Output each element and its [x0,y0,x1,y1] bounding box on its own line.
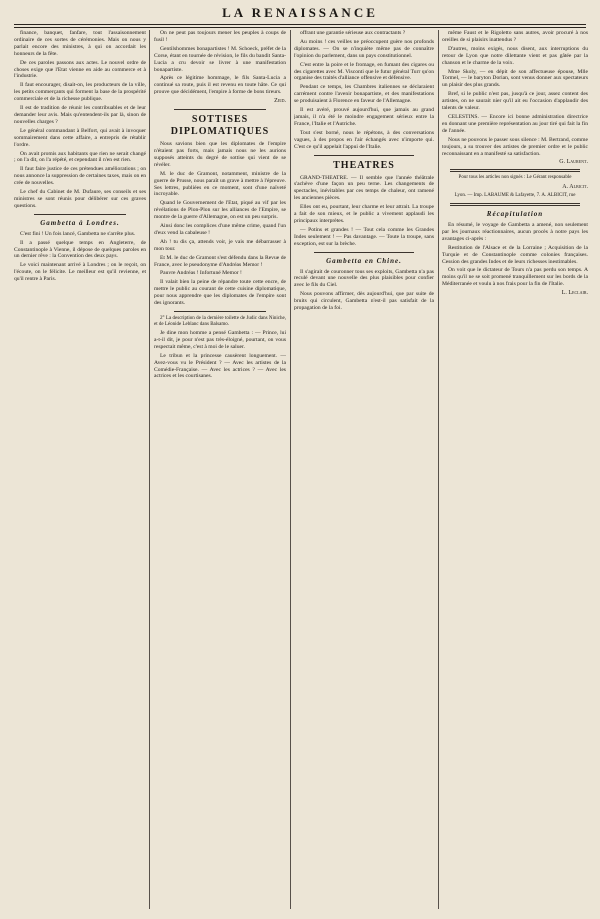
column-2 [154,30,286,911]
section-separator [314,155,414,156]
header-rule [14,24,586,28]
section-heading: Récapitulation [486,210,544,219]
paragraph: Il est de tradition de réunir les contribuables et de leur demander leur avis. Mais qu'entendent-ils par là, sinon de nouvelles charges ? [14,105,146,125]
paragraph: Le chef du Cabinet de M. Dufaure, ses conseils et ses ministres se sont réunis pour délibérer sur ces graves questions. [14,189,146,209]
signature: G. Laurent. [559,159,588,166]
section-heading: SOTTISES DIPLOMATIQUES [170,114,270,138]
section-separator [34,214,126,215]
paragraph: Il faut encourager, disait-on, les producteurs de la ville, les petits commerçants qui forment la base de la prospérité commerciale et de la richesse publique. [14,82,146,103]
paragraph: On voit que le dictateur de Tours n'a pas perdu son temps. A moins qu'il ne se soit promené tranquillement sur les bords de la Méditerranée et voulu à nos frais pour la fin de l'Italie. [442,267,588,288]
paragraph: M. le duc de Gramont, notamment, ministre de la guerre de Prusse, nous paraît un grave à mettre à l'épreuve. Ses lettres, publiées en ce moment, sont d'une naïveté incroyable. [154,170,286,198]
paragraph: Pendant ce temps, les Chambres italiennes se déclaraient carrément contre l'avenir bonapartiste, et des manifestations se produisaient à Florence en faveur de l'Allemagne. [294,84,434,105]
paragraph: C'est entre la poire et le fromage, en fumant des cigares ou des cigarettes avec M. Visconti que le futur général Turr qu'on organise des traités d'alliance offensive et défensive. [294,61,434,82]
section-heading: THEATRES [333,159,395,171]
paragraph: Elles ont eu, pourtant, leur charme et leur attrait. La troupe a fait de son mieux, et le public a vivement applaudi les principaux interprètes. [294,204,434,224]
paragraph: finance, banquet, fanfare, tout l'assaisonnement ordinaire de ces sortes de cérémonies. Mais on nous y parlait encore des ministres, à qui on accordait les honneurs de la fête. [14,30,146,57]
paragraph: Il a passé quelque temps en Angleterre, de Constantinople à Vienne, il dépose de quelques paroles en un dernier rêve : la Convention des deux pays. [14,239,146,260]
paragraph: Il faut faire justice de ces prétendues améliorations ; on nous annonce la suppression de certaines taxes, mais on en crée de nouvelles. [14,166,146,187]
paragraph: De ces paroles passons aux actes. Le nouvel ordre de choses exige que l'Etat vienne en aide au commerce et à l'industrie. [14,59,146,80]
paragraph: offrant une garantie sérieuse aux contractants ? [300,30,406,36]
paragraph: Mme Skoly, — en dépit de son affectueuse épouse, Mlle Tormel, — le baryton Dorian, sont venus donner aux spectateurs un plaisir des plus grands. [442,68,588,89]
column-3 [294,30,434,911]
section-heading: Gambetta en Chine. [326,256,402,265]
paragraph: Il valait bien la peine de répandre toute cette encre, de mettre le public au courant de cette cuisine diplomatique, pour nous apprendre que les diplomates de l'empire sont des ignorants. [154,279,286,307]
paragraph: Ainsi donc les complices d'une même crime, quand l'un d'eux vend la cabaleuse ! [154,223,286,236]
paragraph: Gentilshommes bonapartistes ! M. Schoeck, préfet de la Corse, étant en tournée de révision, le fils du bandit Santa-Lucia a cru devoir se livrer à une manifestation bonapartiste. [154,45,286,73]
paragraph: Nous pouvons affirmer, dès aujourd'hui, que par suite de bruits qui circulent, Gambetta n'est-il pas satisfait de la propagation de la foi. [294,291,434,312]
column-4 [442,30,588,911]
section-separator [314,252,414,253]
paragraph: Après ce légitime hommage, le fils Santa-Lucia a continué sa route, puis il est revenu en toute hâte. Ce qui prouve que décidément, l'empire à forme de bons tireurs. [154,75,286,96]
paragraph: Il s'agirait de couronner tous ses exploits, Gambetta n'a pas reculé devant une nouvelle des plus plaisibles pour confier avec le fils du Ciel. [294,268,434,289]
signature: L. Leclair. [561,290,588,297]
paragraph: même Faust et le Rigoletto sans autres, avoir procuré à nos oreilles de si plaisirs inattendus ? [442,30,588,43]
column-divider [149,30,150,909]
section-separator [450,169,580,172]
paragraph: On avait promis aux habitants que rien ne serait changé ; on l'a dit, on l'a répété, et cependant il n'en est rien. [14,150,146,164]
section-separator [450,203,580,206]
paragraph: — Potins et grandes ! — Tout cela comme les Grandes Indes seulement ! — Pas davantage. — Toute la troupe, sans exception, est sur la brèche. [294,226,434,247]
column-divider [290,30,291,909]
column-1 [14,30,146,911]
paragraph: Au moins ! ces veilles ne préoccupent guère nos profonds diplomates. — On se n'inquiète même pas de connaître l'opinion du parlement, dans un pays constitutionnel. [294,38,434,59]
paragraph: Il est avéré, prouvé aujourd'hui, que jamais au grand jamais, il n'a été le moindre engagement sérieux entre la France, l'Italie et l'Autriche. [294,107,434,127]
paragraph: En résumé, le voyage de Gambetta a amené, non seulement par les journaux réactionnaires, aucun procès à notre pays les avantages ci-après : [442,222,588,242]
paragraph: Le voici maintenant arrivé à Londres ; on le reçoit, on l'écoute, on le félicite. Le meilleur est qu'il revienne, et qu'il rentre à Paris. [14,262,146,283]
imprint-line: Lyon. — Imp. LABAUME & Lafayette, 7. A. ALBICIT, rue [454,193,576,199]
paragraph: GRAND-THEATRE. — Il semble que l'année théâtrale s'achève d'une façon un peu terne. Les changements de spectacles, inévitables par ces temps de chaleur, ont ramené les anciennes pièces. [294,174,434,202]
column-divider [438,30,439,909]
section-heading: Gambetta à Londres. [40,218,120,227]
paragraph: D'autres, moins exigés, nous disent, aux interruptions du retour de Lyon que notre dilettante vient et pas gâtée par la chanson et le charme de la voix. [442,45,588,66]
paragraph: Bref, si le public n'est pas, jusqu'à ce jour, assez content des artistes, on ne saurait nier qu'il ait eu l'occasion d'applaudir des talents de valeur. [442,91,588,112]
paragraph: Ah ! tu dis ça, attends voir, je vais me débarrasser à mon tour. [154,238,286,252]
paragraph: Le général commandant à Belfort, qui avait à invoquer sommairement dans cette affaire, a entrepris de rétablir l'ordre. [14,127,146,148]
newspaper-title: LA RENAISSANCE [222,5,378,20]
section-separator [174,109,266,110]
paragraph: Et M. le duc de Gramont s'est défendu dans la Revue de France, avec le pseudonyme d'Andréas Memor ! [154,254,286,268]
paragraph: Tout s'est borné, nous le répétons, à des conversations vagues, à des propos en l'air échangés avec n'importe qui. C'est ce qu'il appelait l'appui de l'Italie. [294,129,434,150]
signature: A. Albicit. [562,184,588,191]
paragraph: Pauvre Andréas ! Infortuné Memor ! [160,270,242,277]
paragraph: Je dine mon homme a pensé Gambetta : — Prince, lui a-t-il dit, je pour n'est pas très-éloigné, pourtant, on vous respectait même, c'est à moi de le saluer. [154,330,286,350]
masthead [0,4,600,22]
paragraph: 2° La description de la dernière toilette de Judic dans Niniche, et de Léonide Leblanc dans Balsamo. [154,316,286,327]
paragraph: Restitution de l'Alsace et de la Lorraine ; Acquisition de la Turquie et de Constantinople comme colonies françaises. Cession des grandes Indes et de leurs richesses inestimables. [442,244,588,265]
paragraph: Nous ne pouvons le passer sous silence : M. Bertrand, comme toujours, a su trouver des artistes de premier ordre et le public reconnaissant en a manifesté sa satisfaction. [442,136,588,157]
paragraph: Nous savions bien que les diplomates de l'empire n'étaient pas forts, mais jamais nous ne les aurions supposés atteints du degré de sottise qui vient de se révéler. [154,141,286,168]
editor-note: Pour tous les articles non signés : Le Gérant responsable [458,175,572,181]
paragraph: C'est fini ! Un fois lancé, Gambetta ne s'arrête plus. [20,230,136,237]
paragraph: On ne peut pas toujours mener les peuples à coups de fusil ! [154,30,286,43]
paragraph: CELESTINS. — Encore ici bonne administration directrice en donnant une première représentation au jour tiré qui fait la fin de l'année. [442,113,588,134]
paragraph: Quand le Gouvernement de l'Etat, piqué au vif par les révélations de Plon-Plon sur les alliances de l'Empire, se montre de la guerre d'Allemagne, on est un peu surpris. [154,200,286,221]
paragraph: Le tribun et la princesse causèrent longuement. — Avez-vous vu le Président ? — Avec les artistes de la Comédie-Française. — Avec les actrices ? — Avec les actrices et les courtisanes. [154,352,286,380]
section-separator [174,311,266,312]
signature: Zeid. [274,98,286,105]
